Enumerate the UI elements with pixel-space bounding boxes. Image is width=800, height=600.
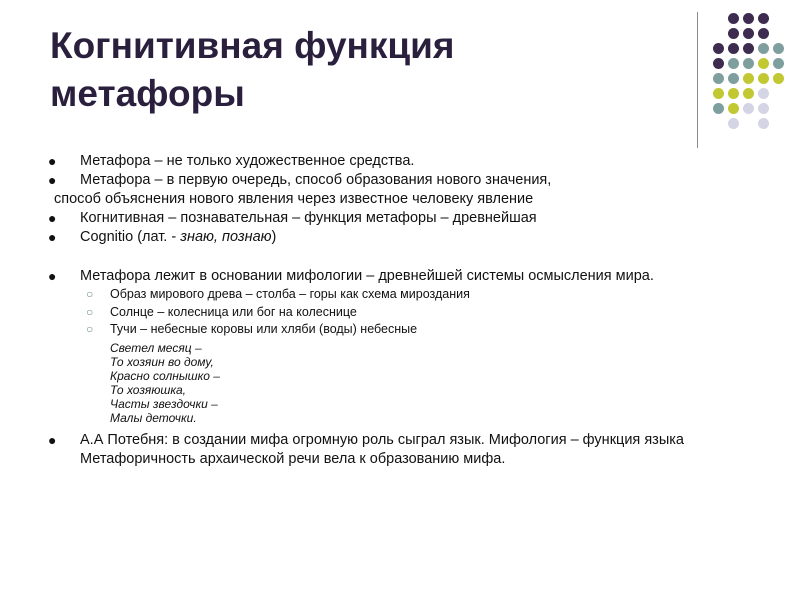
decorative-dot: [728, 103, 739, 114]
poem-line: Часты звездочки –: [110, 396, 218, 411]
bullet-marker: ●: [48, 229, 57, 245]
decorative-dot: [743, 73, 754, 84]
decorative-dot: [758, 43, 769, 54]
decorative-dot: [773, 73, 784, 84]
decorative-dot: [713, 73, 724, 84]
sub-bullet-marker: ○: [86, 304, 94, 319]
sub-bullet-text: Солнце – колесница или бог на колеснице: [110, 304, 357, 319]
decorative-dot: [743, 103, 754, 114]
decorative-dot: [758, 73, 769, 84]
poem-quote: [48, 341, 768, 425]
decorative-dot: [728, 13, 739, 24]
decorative-dot: [713, 58, 724, 69]
bullet-text-plain: Cognitio (лат. -: [80, 229, 181, 245]
sub-bullet-text: Тучи – небесные коровы или хляби (воды) небесные: [110, 322, 418, 336]
decorative-dot: [758, 13, 769, 24]
bullet-text: Метафора – в первую очередь, способ образования нового значения,: [80, 172, 552, 188]
bullet-text-italic: знаю, познаю: [180, 229, 272, 245]
sub-bullet-text: Образ мирового древа – столба – горы как схема мироздания: [110, 287, 470, 301]
slide-title-line-2: метафоры: [50, 73, 245, 114]
bullet-item: [48, 171, 768, 190]
sub-bullet-marker: ○: [86, 287, 94, 301]
decorative-dot: [743, 58, 754, 69]
decorative-dot: [728, 58, 739, 69]
bullet-marker: ●: [48, 210, 57, 226]
decorative-dot: [743, 43, 754, 54]
decorative-dot: [743, 13, 754, 24]
bullet-item: [48, 228, 768, 247]
decorative-dot: [728, 118, 739, 129]
bullet-item: [48, 431, 768, 469]
bullet-item: [48, 267, 768, 286]
decorative-dot: [743, 88, 754, 99]
decorative-dot: [758, 28, 769, 39]
bullet-text: Метафора – не только художественное средства.: [80, 153, 415, 169]
decorative-dot: [773, 43, 784, 54]
poem-line: Малы деточки.: [110, 410, 197, 425]
decorative-dot: [758, 88, 769, 99]
bullet-marker: ●: [48, 268, 57, 284]
bullet-text: Когнитивная – познавательная – функция метафоры – древнейшая: [80, 210, 537, 226]
bullet-item: [48, 152, 768, 171]
sub-bullet-item: [48, 304, 768, 322]
bullet-list: [48, 152, 768, 469]
decorative-dot: [713, 43, 724, 54]
slide-title-line-1: Когнитивная функция: [50, 25, 455, 66]
decorative-dot: [728, 28, 739, 39]
decorative-dot: [758, 118, 769, 129]
decorative-vertical-line: [697, 12, 698, 148]
bullet-marker: ●: [48, 172, 57, 188]
spacer: [48, 247, 768, 267]
bullet-text-end: ): [271, 229, 277, 245]
poem-line: То хозяин во дому,: [110, 354, 214, 369]
poem-line: Красно солнышко –: [110, 368, 220, 383]
sub-bullet-marker: ○: [86, 322, 94, 336]
decorative-dot: [713, 103, 724, 114]
poem-line: Светел месяц –: [110, 340, 202, 355]
slide-title: [50, 22, 650, 118]
decorative-dot: [728, 73, 739, 84]
bullet-marker: ●: [48, 431, 57, 448]
poem-line: То хозяюшка,: [110, 382, 186, 397]
decorative-dot: [743, 28, 754, 39]
bullet-text: Метафора лежит в основании мифологии – древнейшей системы осмысления мира.: [80, 268, 654, 284]
decorative-dot: [758, 103, 769, 114]
decorative-dot: [728, 43, 739, 54]
bullet-item: [48, 209, 768, 228]
sub-bullet-item: [48, 321, 768, 339]
bullet-text: А.А Потебня: в создании мифа огромную роль сыграл язык. Мифология – функция языка Метафоричность архаической речи вела к образованию мифа.: [80, 431, 684, 467]
decorative-dot: [773, 58, 784, 69]
bullet-continuation: способ объяснения нового явления через известное человеку явление: [54, 191, 534, 207]
decorative-dot: [713, 88, 724, 99]
decorative-dot: [728, 88, 739, 99]
bullet-marker: ●: [48, 153, 57, 169]
decorative-dot: [758, 58, 769, 69]
sub-bullet-item: [48, 286, 768, 304]
